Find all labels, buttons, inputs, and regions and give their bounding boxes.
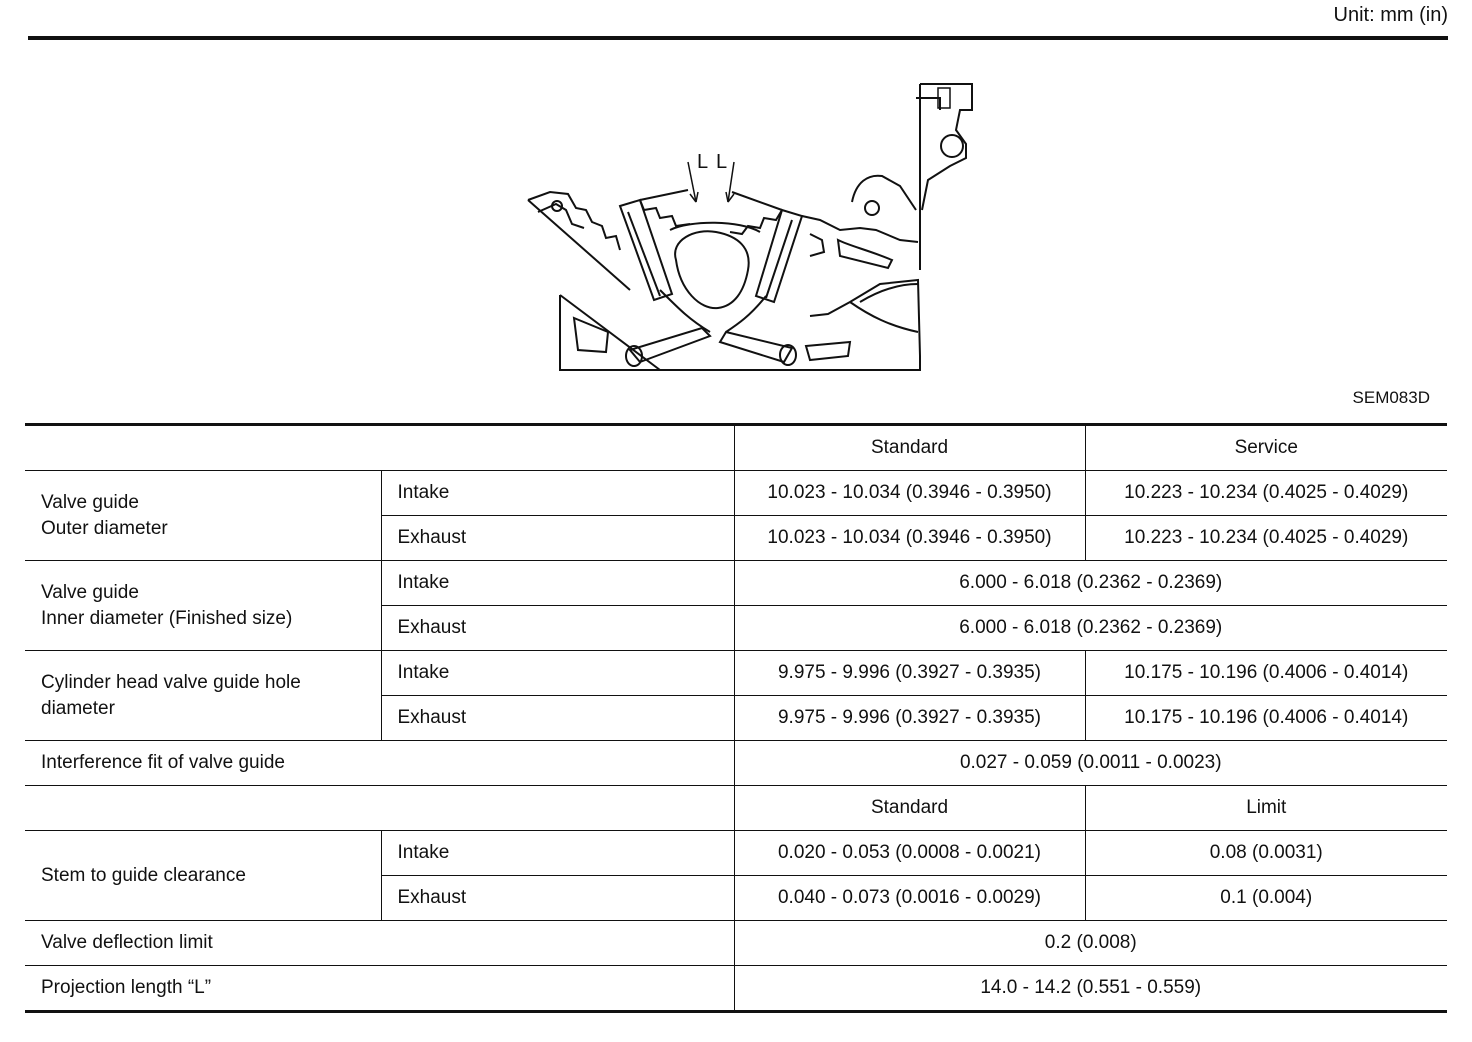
table-cell: 0.040 - 0.073 (0.0016 - 0.0029)	[734, 876, 1085, 921]
row-label-projection: Projection length “L”	[25, 966, 734, 1012]
row-label-outer-diameter	[25, 471, 381, 561]
table-cell: 6.000 - 6.018 (0.2362 - 0.2369)	[734, 561, 1447, 606]
table-cell: 0.027 - 0.059 (0.0011 - 0.0023)	[734, 741, 1447, 786]
header-standard: Standard	[734, 786, 1085, 831]
intake-label: Intake	[381, 831, 734, 876]
row-label-interference: Interference fit of valve guide	[25, 741, 734, 786]
table-subheader-row	[25, 786, 1447, 831]
valve-guide-spec-table	[25, 423, 1447, 1013]
table-cell: 10.023 - 10.034 (0.3946 - 0.3950)	[734, 516, 1085, 561]
exhaust-label: Exhaust	[381, 876, 734, 921]
table-row	[25, 471, 1447, 516]
label-line: Cylinder head valve guide hole	[41, 671, 301, 693]
table-cell: 10.223 - 10.234 (0.4025 - 0.4029)	[1085, 471, 1447, 516]
label-line: Valve guide	[41, 491, 139, 513]
table-cell: 14.0 - 14.2 (0.551 - 0.559)	[734, 966, 1447, 1012]
dimension-label-right: L	[716, 151, 728, 173]
dimension-label-left: L	[697, 151, 709, 173]
cylinder-head-diagram	[520, 70, 1000, 380]
header-limit: Limit	[1085, 786, 1447, 831]
table-cell: 10.223 - 10.234 (0.4025 - 0.4029)	[1085, 516, 1447, 561]
table-header-row	[25, 425, 1447, 471]
table-row	[25, 651, 1447, 696]
row-label-deflection: Valve deflection limit	[25, 921, 734, 966]
table-row	[25, 741, 1447, 786]
table-cell: 0.020 - 0.053 (0.0008 - 0.0021)	[734, 831, 1085, 876]
exhaust-label: Exhaust	[381, 606, 734, 651]
table-row	[25, 831, 1447, 876]
header-standard: Standard	[734, 425, 1085, 471]
label-line: Outer diameter	[41, 517, 168, 539]
table-cell: 0.2 (0.008)	[734, 921, 1447, 966]
exhaust-label: Exhaust	[381, 696, 734, 741]
table-cell: 6.000 - 6.018 (0.2362 - 0.2369)	[734, 606, 1447, 651]
row-label-inner-diameter	[25, 561, 381, 651]
label-line: diameter	[41, 697, 115, 719]
table-cell: 0.1 (0.004)	[1085, 876, 1447, 921]
header-service: Service	[1085, 425, 1447, 471]
exhaust-label: Exhaust	[381, 516, 734, 561]
row-label-head-hole	[25, 651, 381, 741]
row-label-stem-clearance: Stem to guide clearance	[25, 831, 381, 921]
intake-label: Intake	[381, 471, 734, 516]
figure-code: SEM083D	[1352, 388, 1430, 407]
table-cell: 10.175 - 10.196 (0.4006 - 0.4014)	[1085, 696, 1447, 741]
table-cell: 0.08 (0.0031)	[1085, 831, 1447, 876]
top-rule	[28, 36, 1448, 40]
intake-label: Intake	[381, 561, 734, 606]
table-cell: 10.175 - 10.196 (0.4006 - 0.4014)	[1085, 651, 1447, 696]
label-line: Inner diameter (Finished size)	[41, 607, 293, 629]
table-row	[25, 561, 1447, 606]
table-row	[25, 966, 1447, 1012]
intake-label: Intake	[381, 651, 734, 696]
table-cell: 9.975 - 9.996 (0.3927 - 0.3935)	[734, 651, 1085, 696]
table-cell: 9.975 - 9.996 (0.3927 - 0.3935)	[734, 696, 1085, 741]
table-cell: 10.023 - 10.034 (0.3946 - 0.3950)	[734, 471, 1085, 516]
label-line: Valve guide	[41, 581, 139, 603]
table-row	[25, 921, 1447, 966]
unit-label: Unit: mm (in)	[1333, 4, 1448, 26]
